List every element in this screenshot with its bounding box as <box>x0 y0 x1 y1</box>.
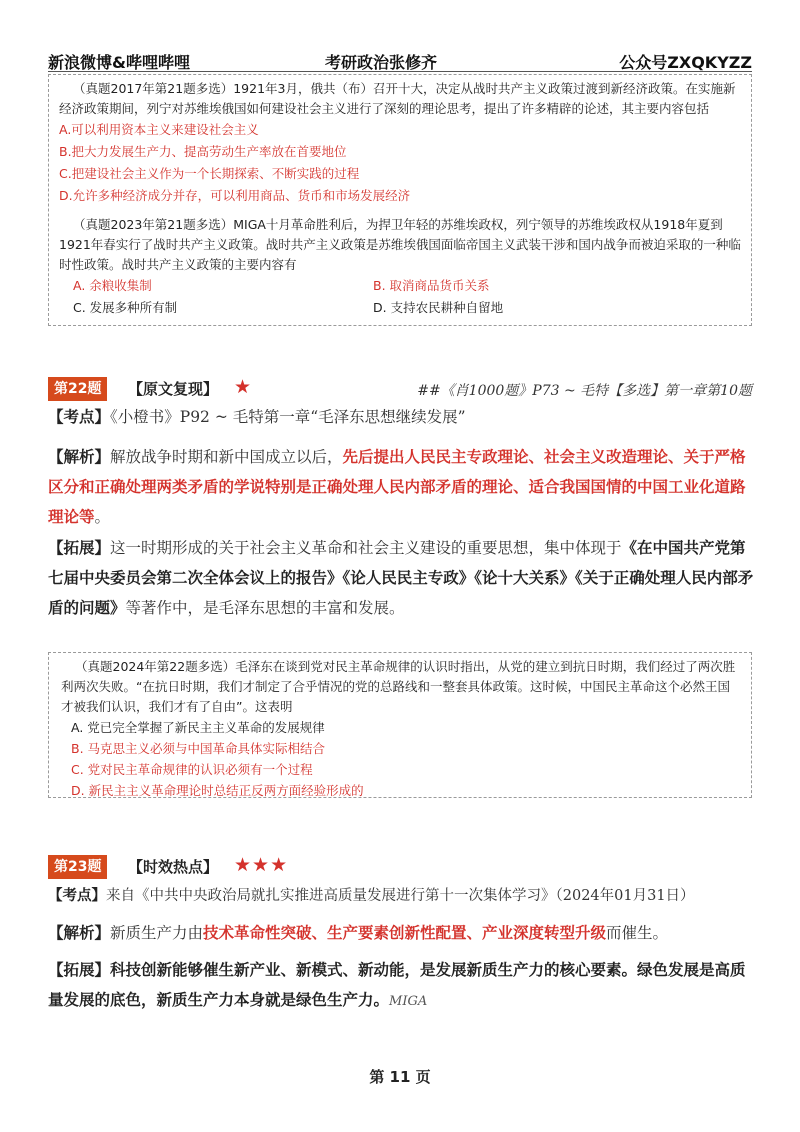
question-type-tag: 【时效热点】 <box>128 858 219 876</box>
jiexi-label: 【解析】 <box>48 924 111 942</box>
option-b: B. 马克思主义必须与中国革命具体实际相结合 <box>71 741 326 756</box>
question-number-badge: 第23题 <box>48 855 107 879</box>
q23-heading <box>48 855 752 879</box>
q22-jiexi <box>48 442 758 532</box>
jiexi-text: 新质生产力由 <box>110 924 204 942</box>
tuozhan-text: 这一时期形成的关于社会主义革命和社会主义建设的重要思想，集中体现于 <box>110 539 622 557</box>
q23-kaodian <box>48 881 758 911</box>
star-rating: ★★★ <box>234 854 289 876</box>
jiexi-text: 解放战争时期和新中国成立以后， <box>110 448 343 466</box>
option-a: A.可以利用资本主义来建设社会主义 <box>59 122 259 137</box>
option-c: C. 党对民主革命规律的认识必须有一个过程 <box>71 762 313 777</box>
kaodian-label: 【考点】 <box>48 408 111 426</box>
tuozhan-tail: MIGA <box>389 994 428 1009</box>
option-c: C. 发展多种所有制 <box>73 300 178 315</box>
option-d: D. 新民主主义革命理论时总结正反两方面经验形成的 <box>71 783 364 798</box>
jiexi-end: 而催生。 <box>606 924 669 942</box>
options-row-1 <box>59 275 741 297</box>
header-center: 考研政治张修齐 <box>325 53 438 72</box>
option-b: B. 取消商品货币关系 <box>373 278 490 293</box>
q23-jiexi <box>48 918 758 948</box>
options-row-2 <box>59 297 741 319</box>
option-a: A. 余粮收集制 <box>73 278 152 293</box>
header-rule <box>48 71 752 72</box>
star-rating: ★ <box>234 376 253 398</box>
q23-tuozhan <box>48 955 758 1017</box>
option-a: A. 党已完全掌握了新民主主义革命的发展规律 <box>71 720 325 735</box>
kaodian-text: 《小橙书》P92 ~ 毛特第一章“毛泽东思想继续发展” <box>110 408 466 426</box>
question-2023-stem: （真题2023年第21题多选）MIGA十月革命胜利后，为捍卫年轻的苏维埃政权，列宁领导的苏维埃政权从1918年夏到1921年春实行了战时共产主义政策。战时共产主义政策是苏维埃俄国面临帝国主义武装干涉和国内战争而被迫采取的一种临时性政策。战时共产主义政策的主要内容有 <box>59 217 741 272</box>
tuozhan-label: 【拓展】 <box>48 961 111 979</box>
header-left: 新浪微博&哔哩哔哩 <box>48 53 190 72</box>
tuozhan-label: 【拓展】 <box>48 539 111 557</box>
jiexi-highlight: 先后提出人民民主专政理论、社会主义改造理论、关于严格区分和正确处理两类矛盾的学说特别是正确处理人民内部矛盾的理论、适合我国国情的中国工业化道路理论等 <box>48 448 746 526</box>
option-c: C.把建设社会主义作为一个长期探索、不断实践的过程 <box>59 166 360 181</box>
question-2017-stem: （真题2017年第21题多选）1921年3月，俄共（布）召开十大，决定从战时共产主义政策过渡到新经济政策。在实施新经济政策期间，列宁对苏维埃俄国如何建设社会主义进行了深刻的理论思考，提出了许多精辟的论述，其主要内容包括 <box>59 81 736 116</box>
question-number-badge: 第22题 <box>48 377 107 401</box>
quote-box-1 <box>48 74 752 326</box>
option-d: D. 支持农民耕种自留地 <box>373 300 504 315</box>
jiexi-label: 【解析】 <box>48 448 111 466</box>
source-reference: ##《肖1000题》P73 ~ 毛特【多选】第一章第10题 <box>417 383 752 399</box>
jiexi-highlight: 技术革命性突破、生产要素创新性配置、产业深度转型升级 <box>203 924 607 942</box>
q22-kaodian <box>48 402 758 432</box>
quote-box-2 <box>48 652 752 798</box>
jiexi-end: 。 <box>94 508 111 526</box>
page-number: 第 11 页 <box>369 1068 431 1086</box>
tuozhan-end: 等著作中，是毛泽东思想的丰富和发展。 <box>125 599 405 617</box>
question-2024-stem: （真题2024年第22题多选）毛泽东在谈到党对民主革命规律的认识时指出，从党的建立到抗日时期，我们经过了两次胜利两次失败。“在抗日时期，我们才制定了合乎情况的党的总路线和一整套具体政策。这时候，中国民主革命这个必然王国才被我们认识，我们才有了自由”。这表明 <box>61 659 736 714</box>
tuozhan-text: 科技创新能够催生新产业、新模式、新动能，是发展新质生产力的核心要素。绿色发展是高质量发展的底色，新质生产力本身就是绿色生产力。 <box>48 961 746 1009</box>
kaodian-label: 【考点】 <box>48 888 106 904</box>
header-right: 公众号ZXQKYZZ <box>619 53 752 72</box>
kaodian-text: 来自《中共中央政治局就扎实推进高质量发展进行第十一次集体学习》（2024年01月31日） <box>106 888 695 904</box>
question-type-tag: 【原文复现】 <box>128 380 219 398</box>
option-b: B.把大力发展生产力、提高劳动生产率放在首要地位 <box>59 144 347 159</box>
tuozhan-bold: 《在中国共产党第七届中央委员会第二次全体会议上的报告》《论人民民主专政》《论十大关系》《关于正确处理人民内部矛盾的问题》 <box>48 539 754 617</box>
q22-heading <box>48 377 752 401</box>
option-d: D.允许多种经济成分并存，可以利用商品、货币和市场发展经济 <box>59 188 411 203</box>
q22-tuozhan <box>48 533 758 623</box>
